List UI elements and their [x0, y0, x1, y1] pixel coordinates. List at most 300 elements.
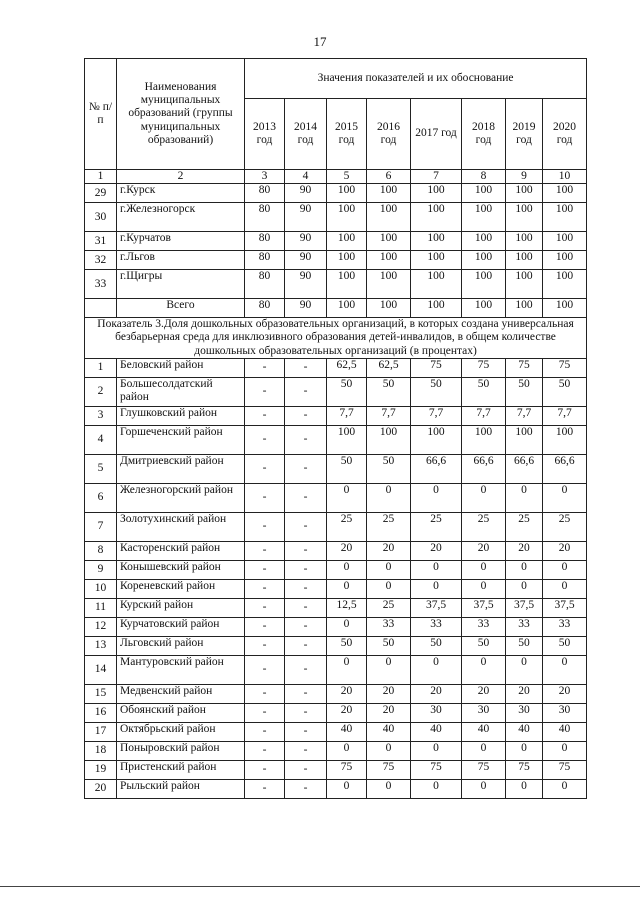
value-cell: 100: [327, 270, 367, 299]
header-year: 2014 год: [285, 99, 327, 170]
value-cell: 75: [367, 760, 411, 779]
value-cell: 66,6: [506, 454, 543, 483]
value-cell: 90: [285, 184, 327, 203]
value-cell: -: [245, 655, 285, 684]
table-row: [85, 454, 587, 483]
value-cell: 66,6: [543, 454, 587, 483]
value-cell: 25: [367, 598, 411, 617]
value-cell: 100: [543, 425, 587, 454]
header-index-row: [85, 170, 587, 184]
value-cell: 75: [506, 358, 543, 377]
municipality-name: Рыльский район: [117, 779, 245, 798]
header-num: № п/п: [85, 59, 117, 170]
total-label: Всего: [117, 299, 245, 318]
value-cell: -: [245, 722, 285, 741]
value-cell: 0: [543, 579, 587, 598]
value-cell: 90: [285, 270, 327, 299]
value-cell: 66,6: [411, 454, 462, 483]
value-cell: 75: [411, 358, 462, 377]
header-values: Значения показателей и их обоснование: [245, 59, 587, 99]
value-cell: 37,5: [506, 598, 543, 617]
value-cell: 0: [367, 483, 411, 512]
value-cell: -: [245, 454, 285, 483]
value-cell: -: [245, 779, 285, 798]
indicator-title: Показатель 3.Доля дошкольных образовательных организаций, в которых создана универсальная безбарьерная среда для инклюзивного образования детей-инвалидов, в общем количестве дошкольных образовательных организаций (в процентах): [85, 318, 587, 359]
header-col-index: 1: [85, 170, 117, 184]
value-cell: 100: [367, 232, 411, 251]
value-cell: 0: [462, 560, 506, 579]
value-cell: 100: [367, 184, 411, 203]
value-cell: 40: [543, 722, 587, 741]
row-number: 19: [85, 760, 117, 779]
value-cell: -: [285, 760, 327, 779]
indicator-row: [85, 318, 587, 359]
header-name: Наименования муниципальных образований (группы муниципальных образований): [117, 59, 245, 170]
value-cell: 100: [367, 251, 411, 270]
value-cell: -: [285, 703, 327, 722]
row-number: 7: [85, 512, 117, 541]
value-cell: 0: [327, 483, 367, 512]
value-cell: 40: [506, 722, 543, 741]
value-cell: 75: [411, 760, 462, 779]
value-cell: 50: [543, 636, 587, 655]
value-cell: 0: [411, 560, 462, 579]
table-row: [85, 270, 587, 299]
value-cell: -: [245, 684, 285, 703]
value-cell: 20: [543, 684, 587, 703]
value-cell: 0: [327, 741, 367, 760]
value-cell: 50: [327, 454, 367, 483]
table-row: [85, 636, 587, 655]
value-cell: -: [245, 617, 285, 636]
value-cell: -: [245, 598, 285, 617]
row-number: 32: [85, 251, 117, 270]
total-value-cell: 100: [411, 299, 462, 318]
value-cell: 37,5: [411, 598, 462, 617]
row-number: 5: [85, 454, 117, 483]
value-cell: 33: [462, 617, 506, 636]
value-cell: 33: [411, 617, 462, 636]
total-value-cell: 100: [506, 299, 543, 318]
value-cell: -: [245, 512, 285, 541]
row-number: 2: [85, 377, 117, 406]
value-cell: 20: [327, 684, 367, 703]
table-row: [85, 406, 587, 425]
value-cell: -: [245, 741, 285, 760]
total-value-cell: 80: [245, 299, 285, 318]
value-cell: 7,7: [543, 406, 587, 425]
value-cell: 100: [367, 203, 411, 232]
row-number: 20: [85, 779, 117, 798]
value-cell: 100: [411, 203, 462, 232]
header-col-index: 6: [367, 170, 411, 184]
value-cell: 100: [462, 203, 506, 232]
municipality-name: Мантуровский район: [117, 655, 245, 684]
table-row: [85, 358, 587, 377]
value-cell: 100: [367, 270, 411, 299]
value-cell: 100: [411, 184, 462, 203]
value-cell: 20: [327, 541, 367, 560]
municipality-name: Глушковский район: [117, 406, 245, 425]
value-cell: 20: [543, 541, 587, 560]
value-cell: 100: [462, 232, 506, 251]
value-cell: 0: [327, 617, 367, 636]
row-number: 16: [85, 703, 117, 722]
value-cell: 100: [462, 184, 506, 203]
value-cell: 75: [543, 358, 587, 377]
value-cell: 0: [367, 779, 411, 798]
row-number: 29: [85, 184, 117, 203]
value-cell: 0: [411, 655, 462, 684]
row-number: 14: [85, 655, 117, 684]
header-year: 2018 год: [462, 99, 506, 170]
value-cell: 100: [506, 270, 543, 299]
value-cell: 40: [327, 722, 367, 741]
value-cell: 0: [367, 579, 411, 598]
value-cell: 0: [462, 655, 506, 684]
value-cell: 50: [462, 377, 506, 406]
municipality-name: Курский район: [117, 598, 245, 617]
value-cell: -: [245, 560, 285, 579]
value-cell: 75: [543, 760, 587, 779]
value-cell: -: [285, 483, 327, 512]
value-cell: 0: [367, 560, 411, 579]
table-row: [85, 184, 587, 203]
value-cell: 0: [462, 741, 506, 760]
value-cell: 0: [506, 741, 543, 760]
value-cell: 7,7: [411, 406, 462, 425]
value-cell: 20: [327, 703, 367, 722]
value-cell: 75: [506, 760, 543, 779]
value-cell: 0: [543, 741, 587, 760]
value-cell: 80: [245, 232, 285, 251]
value-cell: 30: [462, 703, 506, 722]
value-cell: 90: [285, 251, 327, 270]
value-cell: -: [285, 377, 327, 406]
header-year: 2019 год: [506, 99, 543, 170]
value-cell: 0: [506, 655, 543, 684]
value-cell: -: [245, 541, 285, 560]
value-cell: 50: [411, 377, 462, 406]
value-cell: -: [285, 425, 327, 454]
header-col-index: 10: [543, 170, 587, 184]
municipality-name: Поныровский район: [117, 741, 245, 760]
municipality-name: Горшеченский район: [117, 425, 245, 454]
value-cell: 12,5: [327, 598, 367, 617]
total-value-cell: 100: [462, 299, 506, 318]
value-cell: 80: [245, 203, 285, 232]
value-cell: 0: [327, 655, 367, 684]
value-cell: 80: [245, 270, 285, 299]
value-cell: 20: [462, 684, 506, 703]
value-cell: 7,7: [506, 406, 543, 425]
table-row: [85, 579, 587, 598]
table-row: [85, 760, 587, 779]
row-number: 15: [85, 684, 117, 703]
value-cell: -: [285, 541, 327, 560]
row-number: 9: [85, 560, 117, 579]
value-cell: -: [285, 512, 327, 541]
value-cell: 20: [367, 703, 411, 722]
value-cell: 37,5: [462, 598, 506, 617]
municipality-name: г.Железногорск: [117, 203, 245, 232]
total-value-cell: 100: [367, 299, 411, 318]
header-col-index: 7: [411, 170, 462, 184]
municipality-name: Октябрьский район: [117, 722, 245, 741]
value-cell: 50: [462, 636, 506, 655]
table-row: [85, 425, 587, 454]
value-cell: 33: [543, 617, 587, 636]
value-cell: 0: [327, 579, 367, 598]
value-cell: -: [285, 722, 327, 741]
row-number: 33: [85, 270, 117, 299]
value-cell: 7,7: [327, 406, 367, 425]
value-cell: 75: [327, 760, 367, 779]
value-cell: 25: [327, 512, 367, 541]
municipality-name: Льговский район: [117, 636, 245, 655]
header-year: 2013 год: [245, 99, 285, 170]
value-cell: 0: [462, 579, 506, 598]
value-cell: -: [245, 636, 285, 655]
municipality-name: г.Курчатов: [117, 232, 245, 251]
value-cell: -: [245, 703, 285, 722]
value-cell: 100: [506, 184, 543, 203]
value-cell: 7,7: [462, 406, 506, 425]
municipality-name: Медвенский район: [117, 684, 245, 703]
table-row: [85, 512, 587, 541]
value-cell: -: [285, 655, 327, 684]
value-cell: 20: [411, 541, 462, 560]
value-cell: 100: [506, 232, 543, 251]
row-number: 30: [85, 203, 117, 232]
value-cell: 0: [506, 560, 543, 579]
table-row: [85, 741, 587, 760]
value-cell: 0: [411, 741, 462, 760]
value-cell: 66,6: [462, 454, 506, 483]
value-cell: 100: [543, 270, 587, 299]
municipality-name: Золотухинский район: [117, 512, 245, 541]
value-cell: 100: [543, 184, 587, 203]
value-cell: 25: [411, 512, 462, 541]
value-cell: 100: [411, 425, 462, 454]
value-cell: 100: [327, 425, 367, 454]
row-number: 6: [85, 483, 117, 512]
header-col-index: 9: [506, 170, 543, 184]
row-number: 12: [85, 617, 117, 636]
value-cell: 0: [543, 655, 587, 684]
value-cell: -: [285, 684, 327, 703]
header-col-index: 4: [285, 170, 327, 184]
table-row: [85, 541, 587, 560]
header-col-index: 3: [245, 170, 285, 184]
table-row: [85, 232, 587, 251]
row-number: 31: [85, 232, 117, 251]
value-cell: -: [285, 741, 327, 760]
value-cell: 0: [411, 779, 462, 798]
value-cell: -: [285, 358, 327, 377]
value-cell: 100: [327, 251, 367, 270]
value-cell: 100: [543, 232, 587, 251]
value-cell: 100: [462, 425, 506, 454]
table-row: [85, 703, 587, 722]
value-cell: -: [285, 579, 327, 598]
value-cell: 20: [506, 541, 543, 560]
table-row: [85, 203, 587, 232]
table-row: [85, 377, 587, 406]
value-cell: 0: [411, 483, 462, 512]
municipality-name: г.Щигры: [117, 270, 245, 299]
table-row: [85, 251, 587, 270]
municipality-name: Беловский район: [117, 358, 245, 377]
header-col-index: 8: [462, 170, 506, 184]
table-header: [85, 59, 587, 184]
row-number: 18: [85, 741, 117, 760]
value-cell: 100: [506, 203, 543, 232]
municipality-name: Дмитриевский район: [117, 454, 245, 483]
value-cell: 100: [506, 251, 543, 270]
value-cell: 0: [543, 779, 587, 798]
value-cell: 100: [543, 251, 587, 270]
value-cell: -: [245, 377, 285, 406]
value-cell: 25: [506, 512, 543, 541]
value-cell: 50: [411, 636, 462, 655]
municipality-name: Пристенский район: [117, 760, 245, 779]
value-cell: 0: [327, 560, 367, 579]
indicator-table: [84, 58, 587, 799]
value-cell: 100: [327, 232, 367, 251]
total-value-cell: 100: [543, 299, 587, 318]
header-year: 2015 год: [327, 99, 367, 170]
value-cell: 40: [411, 722, 462, 741]
municipality-name: Конышевский район: [117, 560, 245, 579]
municipality-name: Касторенский район: [117, 541, 245, 560]
value-cell: -: [245, 358, 285, 377]
value-cell: 100: [411, 232, 462, 251]
value-cell: 0: [367, 741, 411, 760]
value-cell: 80: [245, 251, 285, 270]
value-cell: 75: [462, 358, 506, 377]
header-year: 2017 год: [411, 99, 462, 170]
value-cell: 0: [367, 655, 411, 684]
value-cell: 62,5: [327, 358, 367, 377]
value-cell: 100: [543, 203, 587, 232]
value-cell: 100: [411, 251, 462, 270]
value-cell: 20: [411, 684, 462, 703]
value-cell: 62,5: [367, 358, 411, 377]
value-cell: -: [245, 483, 285, 512]
value-cell: 80: [245, 184, 285, 203]
municipality-name: г.Курск: [117, 184, 245, 203]
value-cell: 50: [367, 636, 411, 655]
value-cell: 100: [367, 425, 411, 454]
value-cell: 100: [327, 203, 367, 232]
value-cell: 50: [327, 636, 367, 655]
value-cell: 0: [506, 483, 543, 512]
value-cell: 40: [462, 722, 506, 741]
row-number: 3: [85, 406, 117, 425]
value-cell: 100: [462, 270, 506, 299]
table-row: [85, 655, 587, 684]
value-cell: 0: [327, 779, 367, 798]
value-cell: -: [245, 579, 285, 598]
value-cell: 50: [506, 377, 543, 406]
value-cell: -: [285, 617, 327, 636]
value-cell: 0: [506, 579, 543, 598]
value-cell: 50: [327, 377, 367, 406]
value-cell: -: [285, 598, 327, 617]
value-cell: 90: [285, 232, 327, 251]
municipality-name: Кореневский район: [117, 579, 245, 598]
municipality-name: г.Льгов: [117, 251, 245, 270]
value-cell: 33: [367, 617, 411, 636]
table-body: [85, 184, 587, 799]
value-cell: -: [245, 425, 285, 454]
value-cell: 0: [462, 779, 506, 798]
row-number: 1: [85, 358, 117, 377]
value-cell: -: [285, 779, 327, 798]
value-cell: -: [245, 406, 285, 425]
total-value-cell: 90: [285, 299, 327, 318]
value-cell: 50: [506, 636, 543, 655]
value-cell: -: [285, 406, 327, 425]
value-cell: 30: [543, 703, 587, 722]
table-row: [85, 722, 587, 741]
total-row: [85, 299, 587, 318]
value-cell: 0: [543, 560, 587, 579]
header-year: 2020 год: [543, 99, 587, 170]
value-cell: 20: [462, 541, 506, 560]
row-number: 11: [85, 598, 117, 617]
value-cell: 37,5: [543, 598, 587, 617]
table-row: [85, 483, 587, 512]
value-cell: 0: [506, 779, 543, 798]
value-cell: 30: [411, 703, 462, 722]
value-cell: 100: [411, 270, 462, 299]
row-number: 8: [85, 541, 117, 560]
value-cell: -: [285, 636, 327, 655]
value-cell: 50: [367, 377, 411, 406]
table-row: [85, 617, 587, 636]
value-cell: 90: [285, 203, 327, 232]
total-empty-cell: [85, 299, 117, 318]
value-cell: -: [245, 760, 285, 779]
value-cell: 0: [462, 483, 506, 512]
value-cell: 20: [506, 684, 543, 703]
value-cell: 100: [506, 425, 543, 454]
municipality-name: Большесолдатский район: [117, 377, 245, 406]
value-cell: 25: [462, 512, 506, 541]
value-cell: 50: [543, 377, 587, 406]
municipality-name: Курчатовский район: [117, 617, 245, 636]
municipality-name: Обоянский район: [117, 703, 245, 722]
value-cell: 40: [367, 722, 411, 741]
header-year: 2016 год: [367, 99, 411, 170]
value-cell: 100: [327, 184, 367, 203]
value-cell: 30: [506, 703, 543, 722]
value-cell: 50: [367, 454, 411, 483]
page-number: 17: [313, 34, 327, 49]
row-number: 17: [85, 722, 117, 741]
row-number: 4: [85, 425, 117, 454]
value-cell: 25: [367, 512, 411, 541]
table-row: [85, 684, 587, 703]
header-col-index: 2: [117, 170, 245, 184]
bottom-rule: [0, 886, 640, 887]
header-col-index: 5: [327, 170, 367, 184]
value-cell: 7,7: [367, 406, 411, 425]
value-cell: 25: [543, 512, 587, 541]
value-cell: 20: [367, 541, 411, 560]
